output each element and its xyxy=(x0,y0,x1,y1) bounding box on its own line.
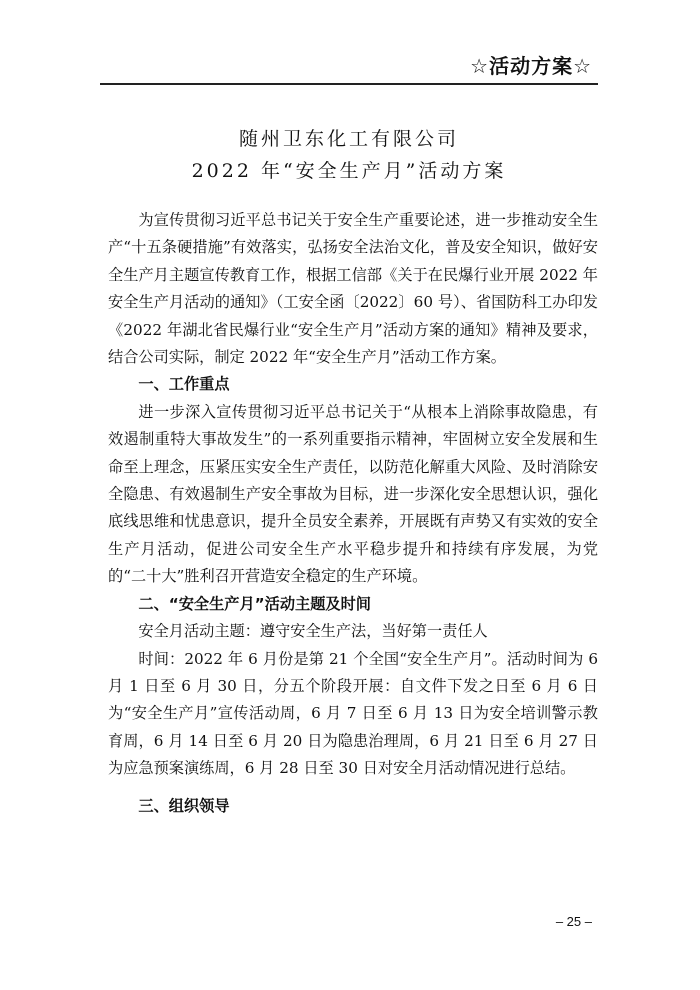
activity-time-paragraph: 时间：2022 年 6 月份是第 21 个全国“安全生产月”。活动时间为 6 月 1 日至 6 月 30 日，分五个阶段开展：自文件下发之日至 6 月 6 日为“安全生产月”宣传活动周，6 月 7 日至 6 月 13 日为安全培训警示教育周，6 月 14 日至 6 月 20 日为隐患治理周，6 月 21 日至 6 月 27 日为应急预案演练周，6 月 28 日至 30 日对安全月活动情况进行总结。 xyxy=(108,649,598,778)
page-number: – 25 – xyxy=(555,914,592,929)
section-heading-organization: 三、组织领导 xyxy=(138,796,230,815)
section-heading-work-focus: 一、工作重点 xyxy=(138,375,230,394)
work-focus-paragraph: 进一步深入宣传贯彻习近平总书记关于“从根本上消除事故隐患，有效遏制重特大事故发生”的一系列重要指示精神，牢固树立安全发展和生命至上理念，压紧压实安全生产责任，以防范化解重大风险、及时消除安全隐患、有效遏制生产安全事故为目标，进一步深化安全思想认识，强化底线思维和忧患意识，提升全员安全素养，开展既有声势又有实效的安全生产月活动，促进公司安全生产水平稳步提升和持续有序发展，为党的“二十大”胜利召开营造安全稳定的生产环境。 xyxy=(108,402,598,586)
intro-paragraph: 为宣传贯彻习近平总书记关于安全生产重要论述，进一步推动安全生产“十五条硬措施”有效落实，弘扬安全法治文化，普及安全知识，做好安全生产月主题宣传教育工作，根据工信部《关于在民爆行业开展 2022 年安全生产月活动的通知》（工安全函〔2022〕60 号）、省国防科工办印发《2022 年湖北省民爆行业“安全生产月”活动方案的通知》精神及要求，结合公司实际，制定 2022 年“安全生产月”活动工作方案。 xyxy=(108,211,598,367)
document-body xyxy=(108,207,598,820)
company-title: 随州卫东化工有限公司 xyxy=(238,128,459,150)
section-heading-theme-time: 二、“安全生产月”活动主题及时间 xyxy=(138,594,371,613)
document-category-tag: ☆活动方案☆ xyxy=(470,54,592,78)
document-title: 2022 年“安全生产月”活动方案 xyxy=(191,160,507,182)
activity-theme-paragraph: 安全月活动主题：遵守安全生产法，当好第一责任人 xyxy=(138,622,488,641)
header-divider xyxy=(100,83,598,85)
